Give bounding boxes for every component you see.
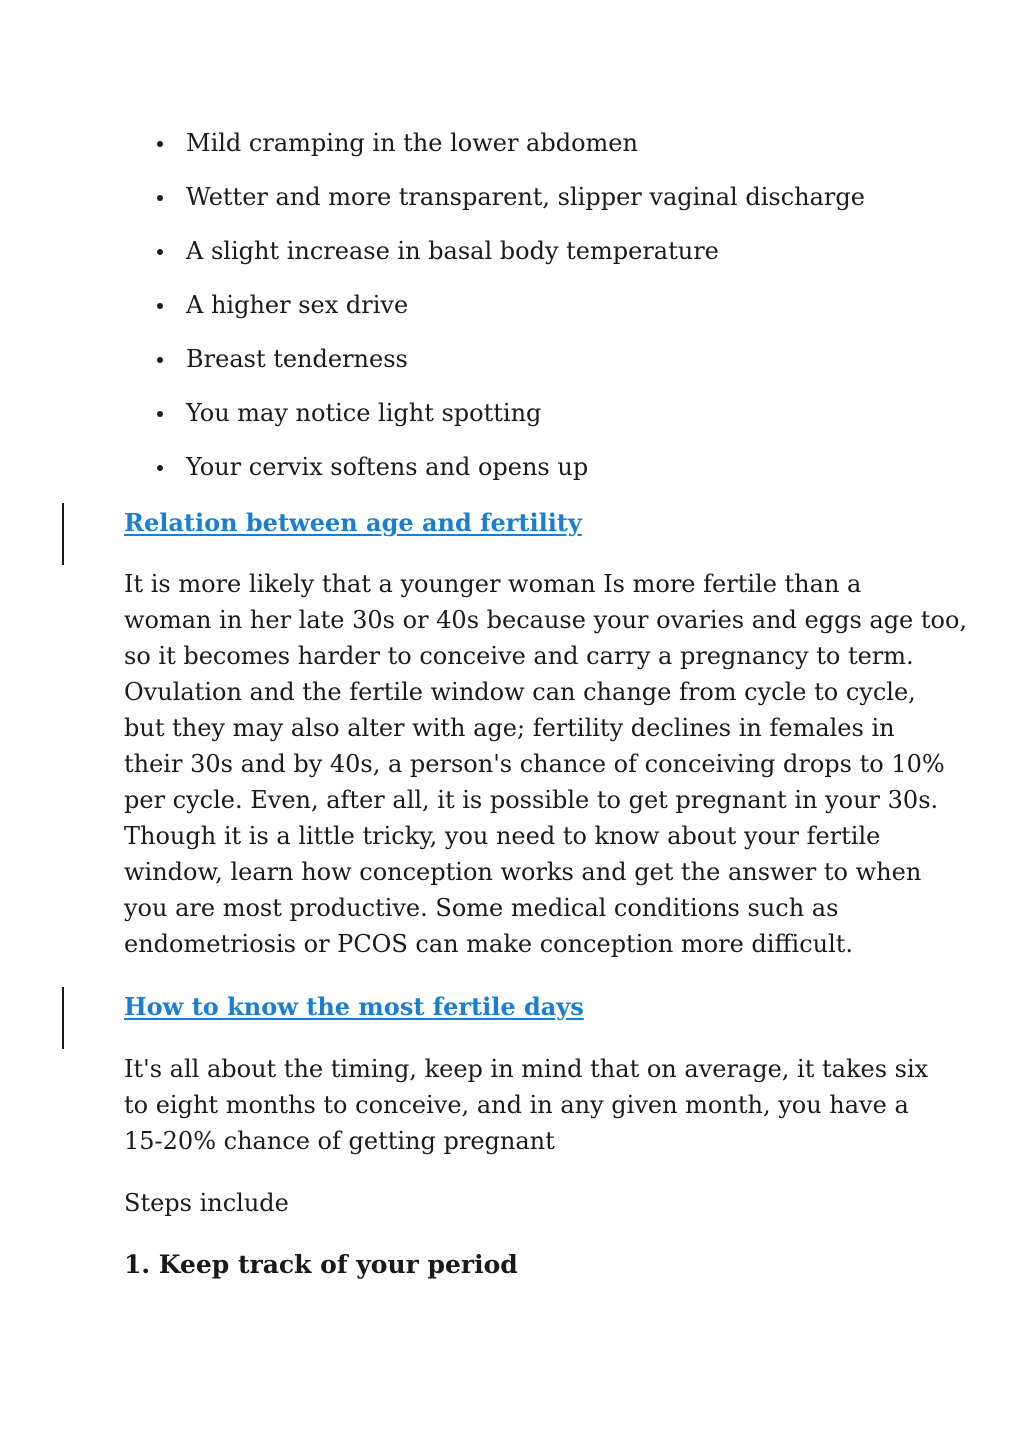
step-1-title: 1. Keep track of your period [124, 1250, 518, 1279]
change-bar-marker [62, 987, 64, 1049]
paragraph-line: Steps include [124, 1189, 289, 1217]
change-bar-marker [62, 503, 64, 565]
symptoms-list [124, 125, 904, 503]
list-item-text: Your cervix softens and opens up [186, 453, 589, 481]
list-item [124, 449, 904, 503]
paragraph-line: Though it is a little tricky, you need to know about your fertile [124, 822, 881, 850]
paragraph-line: woman in her late 30s or 40s because your ovaries and eggs age too, [124, 606, 968, 634]
fertile-days-heading-link[interactable]: How to know the most fertile days [124, 992, 584, 1021]
paragraph-line: Ovulation and the fertile window can change from cycle to cycle, [124, 678, 916, 706]
age-fertility-heading-link[interactable]: Relation between age and fertility [124, 508, 582, 537]
paragraph-line: window, learn how conception works and get the answer to when [124, 858, 922, 886]
bullet-icon [157, 357, 163, 363]
paragraph-line: so it becomes harder to conceive and carry a pregnancy to term. [124, 642, 914, 670]
list-item [124, 341, 904, 395]
list-item [124, 125, 904, 179]
bullet-icon [157, 249, 163, 255]
steps-intro [124, 1185, 914, 1221]
paragraph-line: you are most productive. Some medical conditions such as [124, 894, 839, 922]
list-item [124, 233, 904, 287]
list-item-text: Wetter and more transparent, slipper vaginal discharge [186, 183, 865, 211]
list-item [124, 179, 904, 233]
paragraph-line: per cycle. Even, after all, it is possible to get pregnant in your 30s. [124, 786, 939, 814]
bullet-icon [157, 303, 163, 309]
paragraph-line: to eight months to conceive, and in any given month, you have a [124, 1091, 909, 1119]
paragraph-line: endometriosis or PCOS can make conception more difficult. [124, 930, 854, 958]
list-item-text: A slight increase in basal body temperature [186, 237, 719, 265]
bullet-icon [157, 141, 163, 147]
list-item-text: Breast tenderness [186, 345, 408, 373]
paragraph-line: their 30s and by 40s, a person's chance of conceiving drops to 10% [124, 750, 945, 778]
bullet-icon [157, 411, 163, 417]
age-fertility-paragraph [124, 566, 968, 962]
paragraph-line: 15-20% chance of getting pregnant [124, 1127, 555, 1155]
list-item [124, 395, 904, 449]
fertile-days-paragraph [124, 1051, 929, 1159]
paragraph-line: It's all about the timing, keep in mind that on average, it takes six [124, 1055, 929, 1083]
bullet-icon [157, 195, 163, 201]
list-item-text: You may notice light spotting [186, 399, 542, 427]
bullet-icon [157, 465, 163, 471]
paragraph-line: but they may also alter with age; fertility declines in females in [124, 714, 895, 742]
paragraph-line: It is more likely that a younger woman Is more fertile than a [124, 570, 862, 598]
list-item [124, 287, 904, 341]
list-item-text: A higher sex drive [186, 291, 409, 319]
list-item-text: Mild cramping in the lower abdomen [186, 129, 638, 157]
